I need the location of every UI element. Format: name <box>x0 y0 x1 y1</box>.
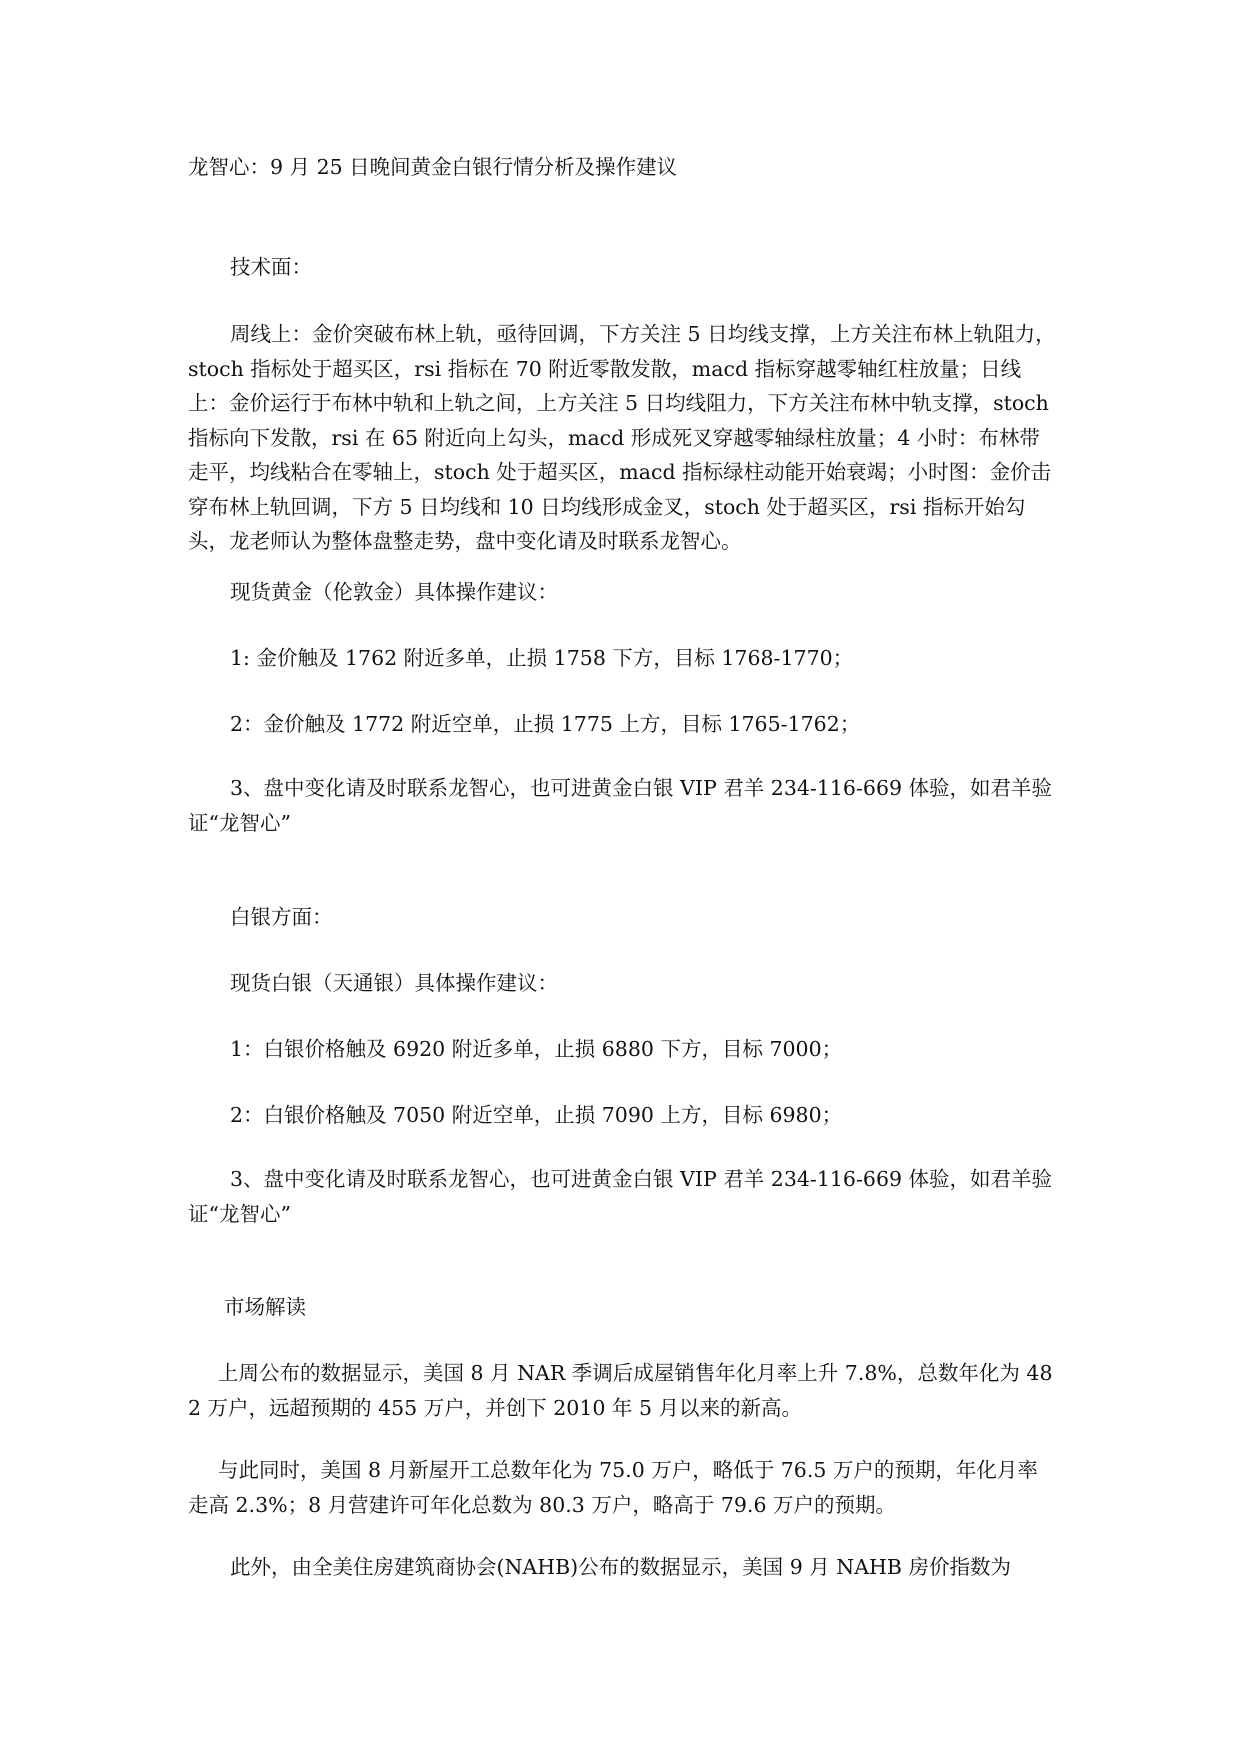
market-paragraph-1: 上周公布的数据显示，美国 8 月 NAR 季调后成屋销售年化月率上升 7.8%，总数年化为 482 万户，远超预期的 455 万户，并创下 2010 年 5 月以来的新高。 <box>188 1361 1053 1420</box>
silver-heading: 白银方面： <box>230 905 333 929</box>
gold-advice-item-1: 1: 金价触及 1762 附近多单，止损 1758 下方，目标 1768-1770； <box>230 646 854 670</box>
silver-advice-item-3: 3、盘中变化请及时联系龙智心，也可进黄金白银 VIP 君羊 234-116-669 体验，如君羊验证“龙智心” <box>188 1167 1053 1226</box>
gold-advice-item-3: 3、盘中变化请及时联系龙智心，也可进黄金白银 VIP 君羊 234-116-669 体验，如君羊验证“龙智心” <box>188 776 1053 835</box>
silver-advice-heading: 现货白银（天通银）具体操作建议： <box>230 971 558 995</box>
silver-advice-item-2: 2：白银价格触及 7050 附近空单，止损 7090 上方，目标 6980； <box>230 1103 843 1127</box>
market-paragraph-2: 与此同时，美国 8 月新屋开工总数年化为 75.0 万户，略低于 76.5 万户的预期，年化月率走高 2.3%；8 月营建许可年化总数为 80.3 万户，略高于 79.6 万户的预期。 <box>188 1458 1038 1517</box>
gold-advice-heading: 现货黄金（伦敦金）具体操作建议： <box>230 580 558 604</box>
document-title: 龙智心：9 月 25 日晚间黄金白银行情分析及操作建议 <box>188 155 678 179</box>
technical-analysis-paragraph: 周线上：金价突破布林上轨，亟待回调，下方关注 5 日均线支撑，上方关注布林上轨阻力，stoch 指标处于超买区，rsi 指标在 70 附近零散发散，macd 指标穿越零轴红柱放量；日线上：金价运行于布林中轨和上轨之间，上方关注 5 日均线阻力，下方关注布林中轨支撑，stoch 指标向下发散，rsi 在 65 附近向上勾头，macd 形成死叉穿越零轴绿柱放量；4 小时：布林带走平，均线粘合在零轴上，stoch 处于超买区，macd 指标绿柱动能开始衰竭；小时图：金价击穿布林上轨回调，下方 5 日均线和 10 日均线形成金叉，stoch 处于超买区，rsi 指标开始勾头，龙老师认为整体盘整走势，盘中变化请及时联系龙智心。 <box>188 322 1056 553</box>
technical-heading: 技术面： <box>230 255 312 279</box>
gold-advice-item-2: 2：金价触及 1772 附近空单，止损 1775 上方，目标 1765-1762； <box>230 712 861 736</box>
market-paragraph-3: 此外，由全美住房建筑商协会(NAHB)公布的数据显示，美国 9 月 NAHB 房价指数为 <box>230 1555 1011 1579</box>
market-heading: 市场解读 <box>224 1295 306 1319</box>
silver-advice-item-1: 1：白银价格触及 6920 附近多单，止损 6880 下方，目标 7000； <box>230 1037 843 1061</box>
